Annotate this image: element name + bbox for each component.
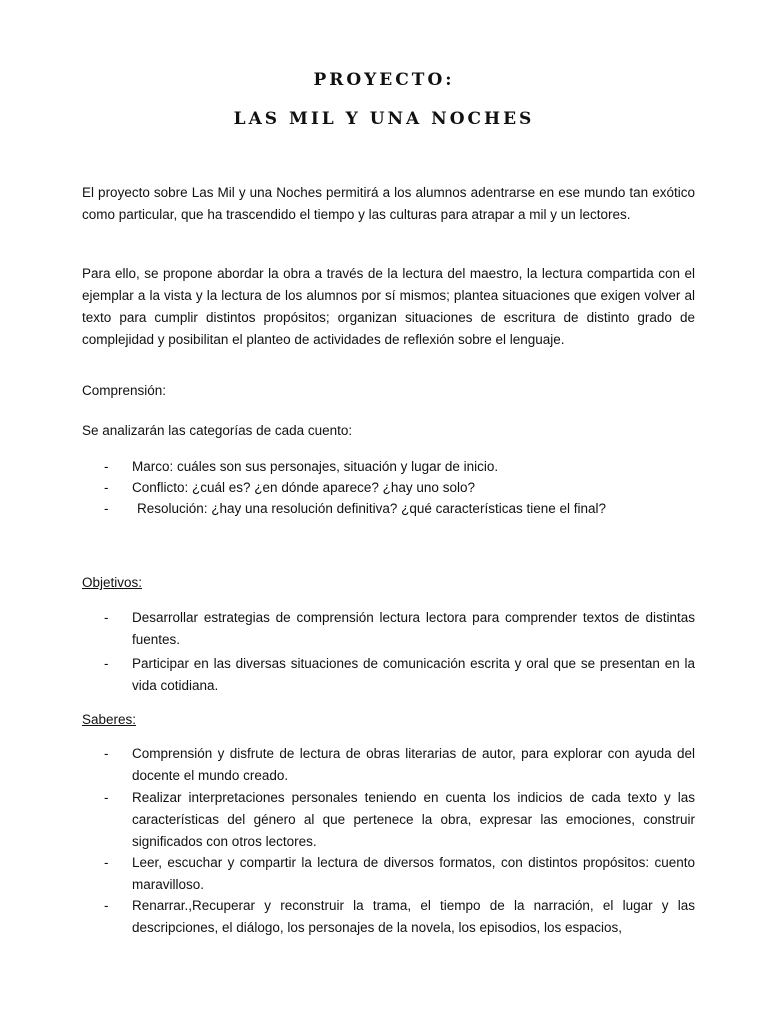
bullet-dash: -	[104, 501, 109, 516]
list-item	[82, 498, 695, 520]
bullet-dash: -	[104, 898, 109, 913]
list-item-text: Realizar interpretaciones personales teniendo en cuenta los indicios de cada texto y las características del género al que pertenece la obra, expresar las emociones, construir significados con otros lectores.	[132, 790, 695, 849]
bullet-dash: -	[104, 855, 109, 870]
list-item	[82, 477, 695, 499]
intro-paragraph-1: El proyecto sobre Las Mil y una Noches permitirá a los alumnos adentrarse en ese mundo tan exótico como particular, que ha trascendido el tiempo y las culturas para atrapar a mil y un lectores.	[82, 185, 695, 222]
list-item	[82, 607, 695, 651]
list-item	[82, 895, 695, 939]
list-item-text: Desarrollar estrategias de comprensión lectura lectora para comprender textos de distintas fuentes.	[132, 610, 695, 647]
intro-paragraph-2: Para ello, se propone abordar la obra a través de la lectura del maestro, la lectura compartida con el ejemplar a la vista y la lectura de los alumnos por sí mismos; plantea situaciones que exigen volver al texto para cumplir distintos propósitos; organizan situaciones de escritura de distinto grado de complejidad y posibilitan el planteo de actividades de reflexión sobre el lenguaje.	[82, 266, 695, 347]
document-title-line-2: LAS MIL Y UNA NOCHES	[233, 109, 535, 129]
list-item-text: Participar en las diversas situaciones de comunicación escrita y oral que se presentan en la vida cotidiana.	[132, 656, 695, 693]
bullet-dash: -	[104, 610, 109, 625]
list-item	[82, 852, 695, 896]
list-item	[82, 653, 695, 697]
bullet-dash: -	[104, 790, 109, 805]
list-item-text: Marco: cuáles son sus personajes, situación y lugar de inicio.	[132, 459, 499, 474]
list-item-text: Resolución: ¿hay una resolución definitiva? ¿qué características tiene el final?	[137, 501, 607, 516]
saberes-heading: Saberes:	[82, 712, 137, 727]
bullet-dash: -	[104, 459, 109, 474]
bullet-dash: -	[104, 656, 109, 671]
list-item	[82, 743, 695, 787]
list-item	[82, 456, 695, 478]
list-item-text: Renarrar.,Recuperar y reconstruir la trama, el tiempo de la narración, el lugar y las descripciones, el diálogo, los personajes de la novela, los episodios, los espacios,	[132, 898, 695, 935]
list-item	[82, 787, 695, 853]
document-title-line-1: PROYECTO:	[313, 70, 455, 90]
list-item-text: Leer, escuchar y compartir la lectura de diversos formatos, con distintos propósitos: cuento maravilloso.	[132, 855, 695, 892]
objetivos-heading: Objetivos:	[82, 575, 143, 590]
list-item-text: Conflicto: ¿cuál es? ¿en dónde aparece? ¿hay uno solo?	[132, 480, 475, 495]
list-item-text: Comprensión y disfrute de lectura de obras literarias de autor, para explorar con ayuda del docente el mundo creado.	[132, 746, 695, 783]
comprension-heading: Comprensión:	[82, 383, 167, 398]
bullet-dash: -	[104, 480, 109, 495]
comprension-lead: Se analizarán las categorías de cada cuento:	[82, 423, 353, 438]
bullet-dash: -	[104, 746, 109, 761]
